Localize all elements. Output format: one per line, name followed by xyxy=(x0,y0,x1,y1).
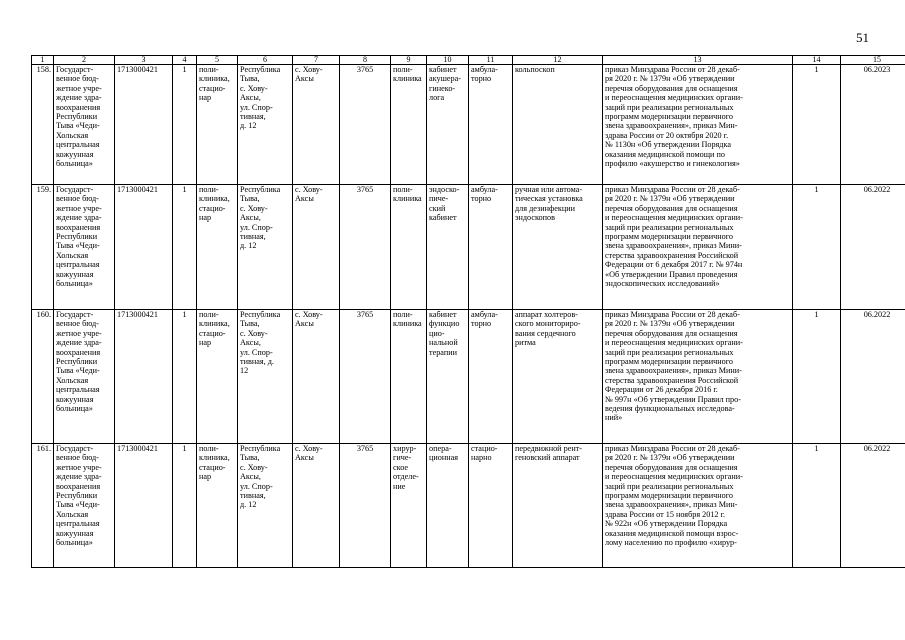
equipment-name: передвижной рент- геновский аппарат xyxy=(513,444,603,568)
column-header: 15 xyxy=(841,56,905,65)
page-number: 51 xyxy=(856,30,869,45)
equipment-name: аппарат холтеров- ского мониториро- вания сердечного ритма xyxy=(513,310,603,444)
department: хирур- гиче- ское отделе- ние xyxy=(391,444,427,568)
care-mode: амбула- торно xyxy=(469,185,513,310)
legal-basis: приказ Минздрава России от 28 декаб- ря 2020 г. № 1379н «Об утверждении перечня оборудования для оснащения и переоснащения медицинских органи- заций при реализации региональных программ модернизации первичного звена здравоохранения», приказ Мин- здрава России от 15 ноября 2012 г. № 922н «Об утверждении Порядка оказания медицинской помощи взрос- лому населению по профилю «хирур- xyxy=(603,444,793,568)
organization-code: 1713000421 xyxy=(115,310,173,444)
room: кабинет акушера- гинеко- лога xyxy=(427,65,469,185)
care-mode: амбула- торно xyxy=(469,310,513,444)
date: 06.2023 xyxy=(841,65,905,185)
date: 06.2022 xyxy=(841,310,905,444)
table-row xyxy=(32,310,905,444)
column-header: 5 xyxy=(197,56,238,65)
column-header: 4 xyxy=(173,56,197,65)
column-8-value: 3765 xyxy=(340,444,391,568)
column-header: 9 xyxy=(391,56,427,65)
locality: с. Хову- Аксы xyxy=(293,444,340,568)
address: Республика Тыва, с. Хову- Аксы, ул. Спор- тивная, д. 12 xyxy=(238,444,293,568)
quantity: 1 xyxy=(793,185,841,310)
table-row xyxy=(32,65,905,185)
quantity: 1 xyxy=(793,444,841,568)
column-8-value: 3765 xyxy=(340,65,391,185)
row-number: 159. xyxy=(32,185,54,310)
organization-code: 1713000421 xyxy=(115,65,173,185)
organization-name: Государст- венное бюд- жетное учре- ждение здра- воохранения Республики Тыва «Чеди- Хольская центральная кожуунная больница» xyxy=(54,185,115,310)
facility-type: поли- клиника, стацио- нар xyxy=(197,185,238,310)
organization-code: 1713000421 xyxy=(115,185,173,310)
locality: с. Хову- Аксы xyxy=(293,65,340,185)
column-header: 10 xyxy=(427,56,469,65)
room: кабинет функцио цио- нальной терапии xyxy=(427,310,469,444)
care-mode: стацио- нарно xyxy=(469,444,513,568)
organization-code: 1713000421 xyxy=(115,444,173,568)
table-row xyxy=(32,444,905,568)
column-header: 11 xyxy=(469,56,513,65)
facility-type: поли- клиника, стацио- нар xyxy=(197,444,238,568)
column-header: 12 xyxy=(513,56,603,65)
organization-name: Государст- венное бюд- жетное учре- ждение здра- воохранения Республики Тыва «Чеди- Хольская центральная кожуунная больница» xyxy=(54,310,115,444)
department: поли- клиника xyxy=(391,185,427,310)
column-header: 14 xyxy=(793,56,841,65)
date: 06.2022 xyxy=(841,185,905,310)
column-header: 6 xyxy=(238,56,293,65)
locality: с. Хову- Аксы xyxy=(293,310,340,444)
facility-type: поли- клиника, стацио- нар xyxy=(197,65,238,185)
locality: с. Хову- Аксы xyxy=(293,185,340,310)
column-header: 8 xyxy=(340,56,391,65)
column-4-value: 1 xyxy=(173,310,197,444)
address: Республика Тыва, с. Хову- Аксы, ул. Спор- тивная, д. 12 xyxy=(238,185,293,310)
quantity: 1 xyxy=(793,65,841,185)
address: Республика Тыва, с. Хову- Аксы, ул. Спор- тивная, д. 12 xyxy=(238,310,293,444)
organization-name: Государст- венное бюд- жетное учре- ждение здра- воохранения Республики Тыва «Чеди- Хольская центральная кожуунная больница» xyxy=(54,444,115,568)
date: 06.2022 xyxy=(841,444,905,568)
equipment-name: кольпоскоп xyxy=(513,65,603,185)
legal-basis: приказ Минздрава России от 28 декаб- ря 2020 г. № 1379н «Об утверждении перечня оборудования для оснащения и переоснащения медицинских органи- заций при реализации региональных программ модернизации первичного звена здравоохранения», приказ Мин- здрава России от 20 октября 2020 г. № 1130н «Об утверждении Порядка оказания медицинской помощи по профилю «акушерство и гинекология» xyxy=(603,65,793,185)
column-header: 1 xyxy=(32,56,54,65)
column-8-value: 3765 xyxy=(340,185,391,310)
column-4-value: 1 xyxy=(173,65,197,185)
column-8-value: 3765 xyxy=(340,310,391,444)
department: поли- клиника xyxy=(391,310,427,444)
department: поли- клиника xyxy=(391,65,427,185)
row-number: 160. xyxy=(32,310,54,444)
table-row xyxy=(32,185,905,310)
column-4-value: 1 xyxy=(173,444,197,568)
room: опера- ционная xyxy=(427,444,469,568)
room: эндоско- пиче- ский кабинет xyxy=(427,185,469,310)
column-header: 3 xyxy=(115,56,173,65)
column-header: 2 xyxy=(54,56,115,65)
column-number-row xyxy=(32,56,905,65)
legal-basis: приказ Минздрава России от 28 декаб- ря 2020 г. № 1379н «Об утверждении перечня оборудования для оснащения и переоснащения медицинских органи- заций при реализации региональных программ модернизации первичного звена здравоохранения», приказ Мини- стерства здравоохранения Российской Федерации от 6 декабря 2017 г. № 974н «Об утверждении Правил проведения эндоскопических исследований» xyxy=(603,185,793,310)
facility-type: поли- клиника, стацио- нар xyxy=(197,310,238,444)
row-number: 158. xyxy=(32,65,54,185)
equipment-table xyxy=(31,55,905,568)
organization-name: Государст- венное бюд- жетное учре- ждение здра- воохранения Республики Тыва «Чеди- Хольская центральная кожуунная больница» xyxy=(54,65,115,185)
equipment-name: ручная или автома- тическая установка для дезинфекции эндоскопов xyxy=(513,185,603,310)
legal-basis: приказ Минздрава России от 28 декаб- ря 2020 г. № 1379н «Об утверждении перечня оборудования для оснащения и переоснащения медицинских органи- заций при реализации региональных программ модернизации первичного звена здравоохранения», приказ Мини- стерства здравоохранения Российской Федерации от 26 декабря 2016 г. № 997н «Об утверждении Правил про- ведения функциональных исследова- ний» xyxy=(603,310,793,444)
column-header: 7 xyxy=(293,56,340,65)
column-header: 13 xyxy=(603,56,793,65)
care-mode: амбула- торно xyxy=(469,65,513,185)
column-4-value: 1 xyxy=(173,185,197,310)
quantity: 1 xyxy=(793,310,841,444)
row-number: 161. xyxy=(32,444,54,568)
address: Республика Тыва, с. Хову- Аксы, ул. Спор- тивная, д. 12 xyxy=(238,65,293,185)
